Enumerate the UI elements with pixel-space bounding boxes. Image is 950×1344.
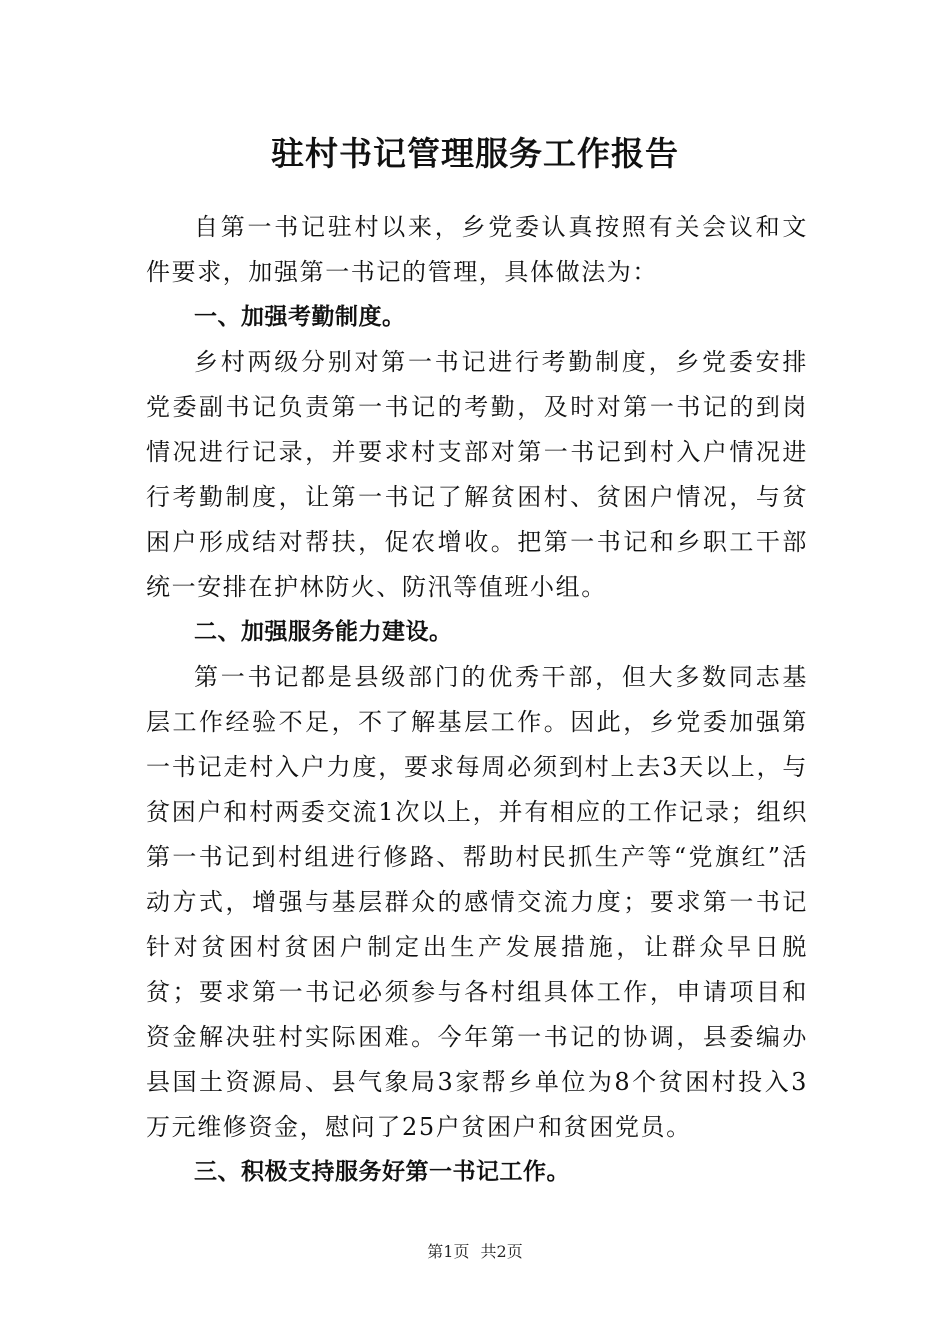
page-footer [0, 1240, 950, 1264]
page-number-total: 共2页 [480, 1242, 523, 1261]
paragraph-service-capacity: 第一书记都是县级部门的优秀干部，但大多数同志基层工作经验不足，不了解基层工作。因此，乡党委加强第一书记走村入户力度，要求每周必须到村上去3天以上，与贫困户和村两委交流1次以上，并有相应的工作记录；组织第一书记到村组进行修路、帮助村民抓生产等“党旗红”活动方式，增强与基层群众的感情交流力度；要求第一书记针对贫困村贫困户制定出生产发展措施，让群众早日脱贫；要求第一书记必须参与各村组具体工作，申请项目和资金解决驻村实际困难。今年第一书记的协调，县委编办县国土资源局、县气象局3家帮乡单位为8个贫困村投入3万元维修资金，慰问了25户贫困户和贫困党员。 [146, 663, 808, 1141]
page-number-current: 第1页 [427, 1242, 470, 1261]
document-body [146, 205, 808, 1195]
section-heading-1: 一、加强考勤制度。 [194, 304, 406, 330]
section-heading-3: 三、积极支持服务好第一书记工作。 [194, 1159, 570, 1185]
section-heading-2: 二、加强服务能力建设。 [194, 619, 453, 645]
paragraph-attendance: 乡村两级分别对第一书记进行考勤制度，乡党委安排党委副书记负责第一书记的考勤，及时对第一书记的到岗情况进行记录，并要求村支部对第一书记到村入户情况进行考勤制度，让第一书记了解贫困村、贫困户情况，与贫困户形成结对帮扶，促农增收。把第一书记和乡职工干部统一安排在护林防火、防汛等值班小组。 [146, 348, 808, 601]
document-title: 驻村书记管理服务工作报告 [271, 134, 679, 173]
paragraph-intro: 自第一书记驻村以来，乡党委认真按照有关会议和文件要求，加强第一书记的管理，具体做法为： [146, 213, 808, 286]
